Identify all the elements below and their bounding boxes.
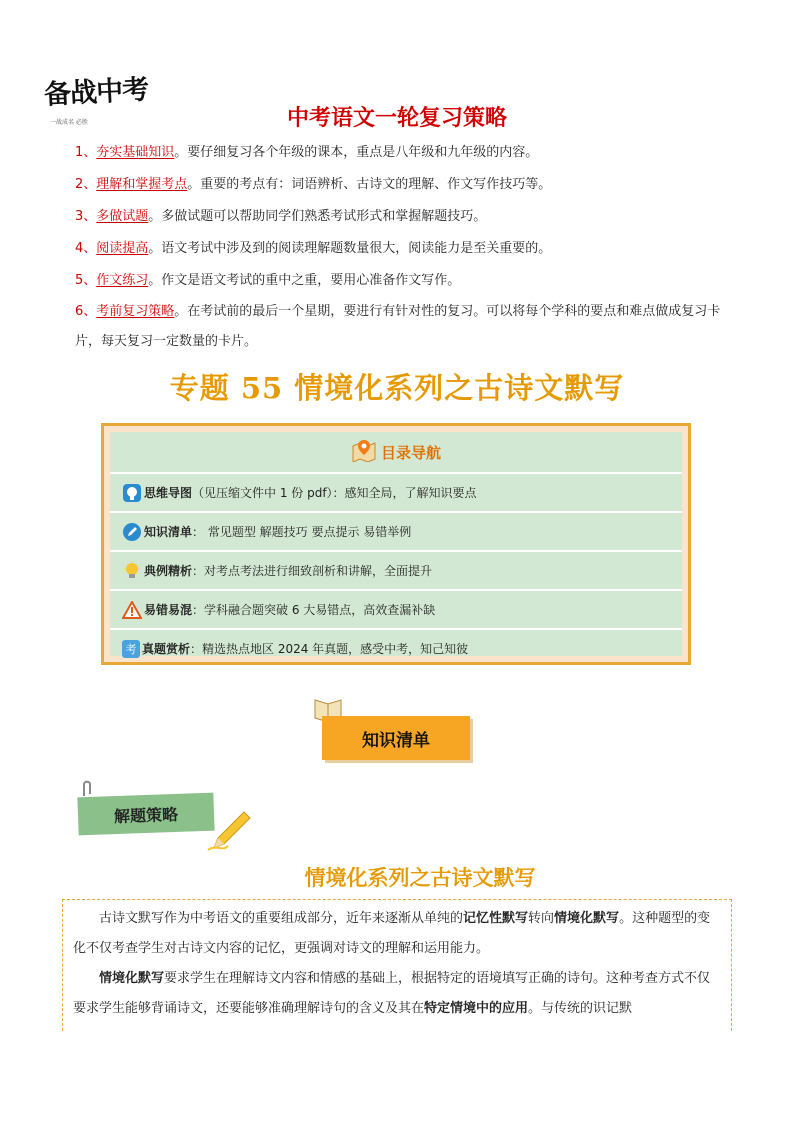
warning-icon [122,600,142,620]
pencil-circle-icon [122,522,142,542]
toc-item-examples[interactable]: 典例精析 ：对考点考法进行细致剖析和讲解，全面提升 [110,552,682,591]
strategy-list [75,137,735,357]
toc-box [101,423,691,665]
toc-heading-text: 目录导航 [380,443,441,462]
pencil-icon [206,804,254,854]
topic-title: 专题 55 情境化系列之古诗文默写 [169,371,625,405]
section-subtitle: 情境化系列之古诗文默写 [304,866,536,890]
strategy-item: 5、作文练习。作文是语文考试的重中之重，要用心准备作文写作。 [75,273,461,288]
strategy-item: 2、理解和掌握考点。重要的考点有：词语辨析、古诗文的理解、作文写作技巧等。 [75,177,552,192]
toc-item-real-exams[interactable]: 考 真题赏析 ：精选热点地区 2024 年真题，感受中考，知己知彼 [110,630,682,667]
logo-text: 备战中考 [43,74,149,111]
map-pin-icon [351,438,377,466]
brain-icon [122,483,142,503]
body-paragraph: 古诗文默写作为中考语文的重要组成部分，近年来逐渐从单纯的记忆性默写转向情境化默写。这种题型的变化不仅考查学生对古诗文内容的记忆，更强调对诗文的理解和运用能力。 [73,911,711,956]
strategy-item: 6、考前复习策略。在考试前的最后一个星期，要进行有针对性的复习。可以将每个学科的要点和难点做成复习卡片，每天复习一定数量的卡片。 [75,304,721,349]
page-title: 中考语文一轮复习策略 [286,106,507,131]
strategy-item: 1、夯实基础知识。要仔细复习各个年级的课本，重点是八年级和九年级的内容。 [75,145,539,160]
toc-heading [110,432,682,474]
section-tab-knowledge[interactable]: 知识清单 [322,716,470,760]
clip-icon [80,780,102,796]
lightbulb-icon [122,561,142,581]
exam-icon: 考 [122,640,140,658]
logo-subtext: 一战成名 必胜 [50,119,88,126]
strategy-item: 4、阅读提高。语文考试中涉及到的阅读理解题数量很大，阅读能力是至关重要的。 [75,241,552,256]
toc-item-knowledge[interactable]: 知识清单 ： 常见题型 解题技巧 要点提示 易错举例 [110,513,682,552]
toc-item-mindmap[interactable]: 思维导图 （见压缩文件中 1 份 pdf）：感知全局，了解知识要点 [110,474,682,513]
body-text-box [62,899,732,1031]
body-paragraph: 情境化默写要求学生在理解诗文内容和情感的基础上，根据特定的语境填写正确的诗句。这种考查方式不仅要求学生能够背诵诗文，还要能够准确理解诗句的含义及其在特定情境中的应用。与传统的识记默 [73,971,711,1016]
strategy-item: 3、多做试题。多做试题可以帮助同学们熟悉考试形式和掌握解题技巧。 [75,209,487,224]
solution-strategy-label: 解题策略 [77,793,214,836]
toc-item-mistakes[interactable]: 易错易混 ：学科融合题突破 6 大易错点，高效查漏补缺 [110,591,682,630]
